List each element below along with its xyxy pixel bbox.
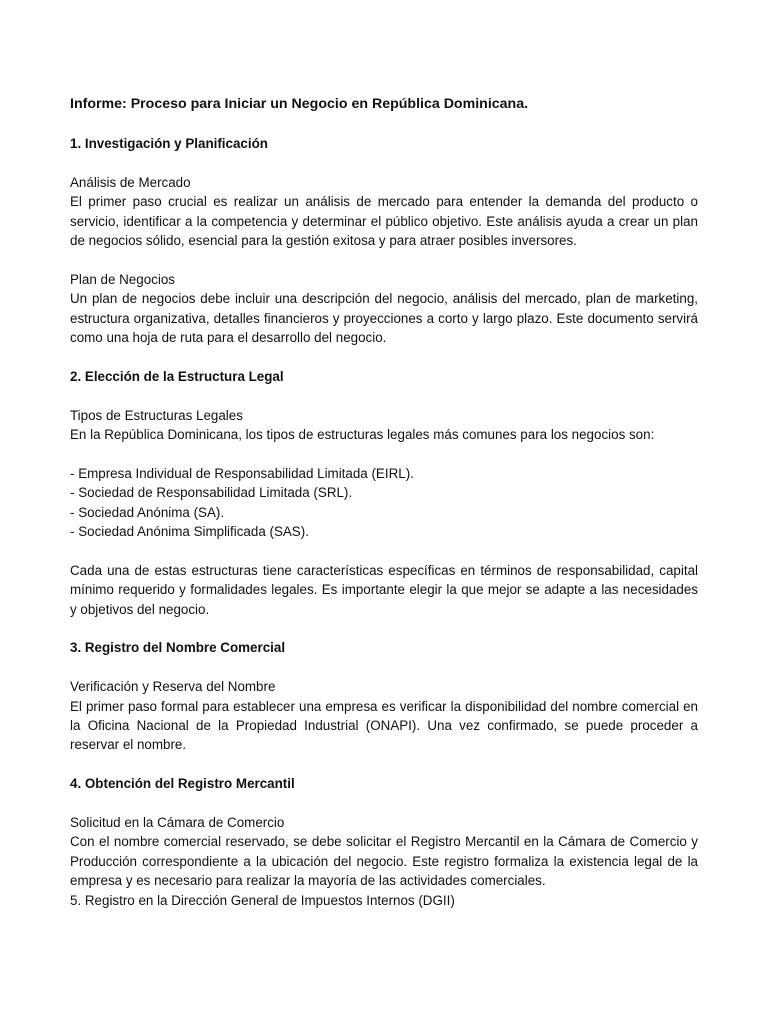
list-item: - Sociedad Anónima Simplificada (SAS).: [70, 522, 698, 541]
section-2-heading: 2. Elección de la Estructura Legal: [70, 368, 284, 384]
subheading-tipos-estructuras: Tipos de Estructuras Legales: [70, 407, 243, 423]
paragraph-verificacion-nombre: El primer paso formal para establecer una empresa es verificar la disponibilidad del nombre comercial en la Oficina Nacional de la Propiedad Industrial (ONAPI). Una vez confirmado, se puede proceder a reservar el nombre.: [70, 698, 698, 753]
section-5-heading: 5. Registro en la Dirección General de Impuestos Internos (DGII): [70, 892, 455, 908]
document-title: Informe: Proceso para Iniciar un Negocio en República Dominicana.: [70, 96, 529, 112]
legal-structures-list: [70, 464, 698, 542]
subheading-camara-comercio: Solicitud en la Cámara de Comercio: [70, 815, 285, 831]
subheading-verificacion-nombre: Verificación y Reserva del Nombre: [70, 679, 276, 695]
paragraph-plan-negocios: Un plan de negocios debe incluir una descripción del negocio, análisis del mercado, plan de marketing, estructura organizativa, detalles financieros y proyecciones a corto y largo plazo. Este documento servirá como una hoja de ruta para el desarrollo del negocio.: [70, 291, 698, 346]
section-4-heading: 4. Obtención del Registro Mercantil: [70, 776, 295, 792]
subheading-plan-negocios: Plan de Negocios: [70, 271, 175, 287]
paragraph-registro-mercantil: Con el nombre comercial reservado, se debe solicitar el Registro Mercantil en la Cámara de Comercio y Producción correspondiente a la ubicación del negocio. Este registro formaliza la existencia legal de la empresa y es necesario para realizar la mayoría de las actividades comerciales.: [70, 834, 698, 889]
section-1-heading: 1. Investigación y Planificación: [70, 136, 268, 151]
paragraph-estructuras-detalle: Cada una de estas estructuras tiene características específicas en términos de responsabilidad, capital mínimo requerido y formalidades legales. Es importante elegir la que mejor se adapte a las necesidades y objetivos del negocio.: [70, 562, 698, 617]
paragraph-estructuras-intro: En la República Dominicana, los tipos de estructuras legales más comunes para los negocios son:: [70, 427, 655, 443]
list-item: - Sociedad Anónima (SA).: [70, 503, 698, 522]
list-item: - Sociedad de Responsabilidad Limitada (SRL).: [70, 483, 698, 502]
list-item: - Empresa Individual de Responsabilidad Limitada (EIRL).: [70, 464, 698, 483]
section-3-heading: 3. Registro del Nombre Comercial: [70, 640, 286, 656]
paragraph-analisis-mercado: El primer paso crucial es realizar un análisis de mercado para entender la demanda del producto o servicio, identificar a la competencia y determinar el público objetivo. Este análisis ayuda a crear un plan de negocios sólido, esencial para la gestión exitosa y para atraer posibles inversores.: [70, 194, 698, 249]
subheading-analisis-mercado: Análisis de Mercado: [70, 174, 191, 190]
